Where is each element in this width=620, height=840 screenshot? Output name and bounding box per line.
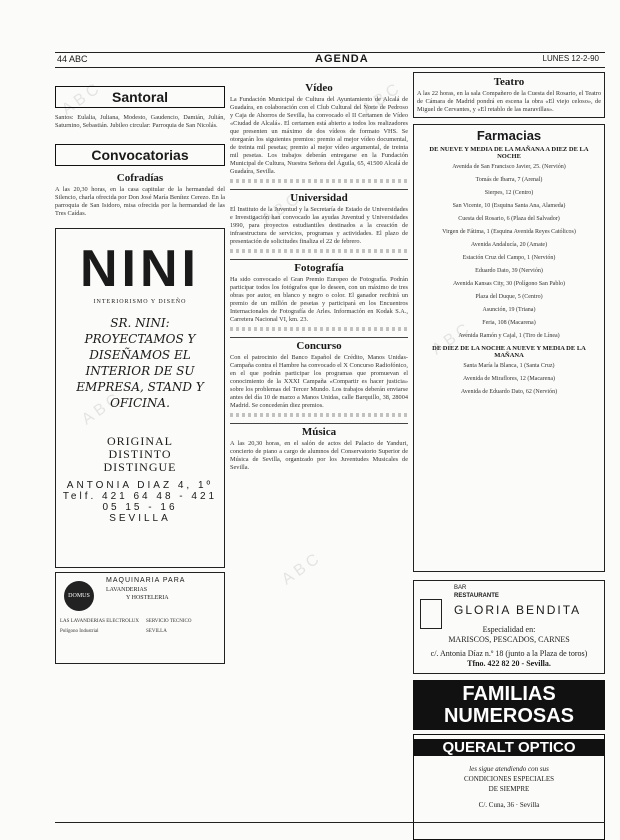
gloria-bendita-advertisement (413, 580, 605, 674)
slogan-line: ORIGINAL (107, 434, 173, 448)
pharmacy-entry: Eduardo Dato, 39 (Nervión) (475, 268, 543, 274)
middle-column (230, 72, 408, 472)
pharmacy-entry: Cuesta del Rosario, 6 (Plaza del Salvador) (458, 216, 560, 222)
left-column (55, 72, 225, 664)
qo-text: les sigue atendiendo con sus (469, 765, 549, 773)
maq-small: Polígono Industrial (60, 629, 99, 634)
city-line: SEVILLA (109, 513, 171, 524)
concurso-text: Con el patrocinio del Banco Español de Crédito, Manos Unidas-Campaña contra el Hambre ha convocado el X Concurso Radiofónico, en el que podrán participar los programas que promuevan el conocimiento de la XXXI Campaña «Compartir es hacer justicia» sobre los problemas del Tercer Mundo. Los trabajos deberán enviarse antes del día 10 de marzo a Manos Unidas, calle Barquillo, 38, 28004 Madrid. Se concederán diez premios. (230, 354, 408, 409)
watermark: ABC (78, 388, 126, 429)
text-noise (230, 249, 408, 253)
pharmacy-entry: Estación Cruz del Campo, 1 (Nervión) (462, 255, 556, 261)
musica-text: A las 20,30 horas, en el salón de actos del Palacio de Yanduri, concierto de piano a cargo de alumnos del Conservatorio Superior de Música de Sevilla, organizado por los Juventudes Musicales de Sevilla. (230, 440, 408, 471)
qo-address: C/. Cuna, 36 · Sevilla (478, 801, 540, 809)
pharmacy-entry: Virgen de Fátima, 1 (Esquina Avenida Reyes Católicos) (442, 229, 576, 235)
maq-line1: MAQUINARIA PARA (106, 577, 186, 584)
teatro-section (413, 72, 605, 118)
bar-label: BAR (454, 585, 467, 591)
farmacias-heading: Farmacias (476, 128, 542, 143)
text-noise (230, 413, 408, 417)
video-text: La Fundación Municipal de Cultura del Ayuntamiento de Alcalá de Guadaíra, en colaboración con el Club Cultural del Norte de Pedroso y Caja de Ahorros de Sevilla, ha convocado el II Certamen de Vídeo «Ciudad de Alcalá». El certamen está abierto a todos los realizadores que presenten un máximo de dos vídeos de formato VHS. Se otorgarán los siguientes premios: premio al mejor vídeo documental, de treinta mil pesetas; premio al mejor vídeo argumental, de treinta mil pesetas. Los trabajos deberán entregarse en la Fundación Municipal de Cultura, Nuestra Señora del Águila, 65, 41500 Alcalá de Guadaíra, Sevilla. (230, 96, 408, 175)
maquinaria-advertisement (55, 572, 225, 664)
farmacias-day-heading: DE NUEVE Y MEDIA DE LA MAÑANA A DIEZ DE LA NOCHE (429, 146, 589, 160)
pharmacy-entry: Sierpes, 12 (Centro) (484, 190, 534, 196)
fotografia-heading: Fotografía (230, 259, 408, 274)
phone-line: Telf. 421 64 48 - 421 05 15 - 16 (62, 491, 218, 513)
maq-small: SERVICIO TECNICO (146, 619, 192, 624)
queralt-logo: QUERALT OPTICO (414, 739, 604, 756)
pharmacy-entry: Tomás de Ibarra, 7 (Arenal) (475, 177, 543, 183)
santoral-heading: Santoral (55, 86, 225, 108)
banner-line: FAMILIAS (462, 683, 556, 705)
slogan-line: DISTINGUE (103, 460, 177, 474)
banner-line: NUMEROSAS (443, 705, 574, 727)
nini-handwritten-text: SR. NINI: PROYECTAMOS Y DISEÑAMOS EL INTERIOR DE SU EMPRESA, STAND Y OFICINA. (76, 316, 204, 410)
universidad-heading: Universidad (230, 189, 408, 204)
convocatorias-text: A las 20,30 horas, en la casa capitular de la hermandad del Silencio, charla ofrecida por Don José María Benítez Cerezo. En la parroquia de San Isidoro, misa ofrecida por la hermandad de las Tres Caídas. (55, 186, 225, 217)
domus-logo-icon: DOMUS (64, 581, 94, 611)
section-title: AGENDA (315, 53, 369, 65)
watermark: ABC (58, 78, 106, 119)
concurso-heading: Concurso (230, 337, 408, 352)
bar-address: c/. Antonia Díaz n.º 18 (junto a la Plaza de toros) (430, 649, 588, 658)
maq-line3: Y HOSTELERIA (126, 595, 169, 601)
specialty-list: MARISCOS, PESCADOS, CARNES (448, 635, 570, 644)
cofradias-heading: Cofradías (116, 172, 164, 184)
slogan-line: DISTINTO (108, 447, 172, 461)
convocatorias-heading: Convocatorias (55, 144, 225, 166)
text-noise (230, 327, 408, 331)
page-header (55, 52, 605, 68)
teatro-text: A las 22 horas, en la sala Compañero de la Cuesta del Rosario, el Teatro de Cámara de Madrid pondrá en escena la obra «El viejo celoso», de Miguel de Cervantes, y «El retablo de las maravillas». (417, 90, 601, 113)
watermark: ABC (278, 548, 326, 589)
qo-text: CONDICIONES ESPECIALES (463, 775, 555, 783)
watermark: ABC (358, 78, 406, 119)
restaurante-label: RESTAURANTE (454, 593, 499, 599)
maq-small: SEVILLA (146, 629, 167, 634)
pharmacy-entry: Avenida Andalucía, 20 (Amate) (470, 242, 548, 248)
address-line: ANTONIA DIAZ 4, 1º (66, 480, 214, 491)
pharmacy-entry: Avenida de Eduardo Dato, 62 (Nervión) (460, 389, 558, 395)
specialty-label: Especialidad en: (482, 625, 536, 634)
right-column (413, 72, 605, 840)
pharmacy-entry: Plaza del Duque, 5 (Centro) (475, 294, 543, 300)
maq-line2: LAVANDERIAS (106, 587, 148, 593)
musica-heading: Música (230, 423, 408, 438)
pharmacy-entry: Asunción, 19 (Triana) (482, 307, 536, 313)
santoral-text: Santos: Eulalia, Juliana, Modesto, Gaudencio, Damián, Julián, Saturnino, Sebastián. Jubileo circular: Parroquia de San Nicolás. (55, 114, 225, 129)
watermark: ABC (428, 318, 476, 359)
pharmacy-entry: San Vicente, 10 (Esquina Santa Ana, Alameda) (452, 203, 566, 209)
pharmacy-entry: Avenida de Miraflores, 12 (Macarena) (462, 376, 555, 382)
farmacias-night-list (417, 362, 601, 397)
page-footer-rule (55, 822, 605, 825)
farmacias-section (413, 124, 605, 572)
pharmacy-entry: Avenida Kansas City, 30 (Polígono San Pablo) (453, 281, 565, 287)
teatro-heading: Teatro (493, 76, 525, 88)
page-date: LUNES 12-2-90 (542, 54, 599, 63)
universidad-text: El Instituto de la Juventud y la Secretaría de Estado de Universidades e Investigación han convocado las ayudas Juventud y Universidades 1990, para proyectos estudiantiles destinados a la creación de infraestructura de servicios, programas y actividades. El plazo de presentación de solicitudes finaliza el 22 de febrero. (230, 206, 408, 245)
video-heading: Vídeo (305, 82, 333, 94)
nini-subtitle: INTERIORISMO Y DISEÑO (93, 299, 187, 305)
watermark: ABC (258, 188, 306, 229)
pharmacy-entry: Avenida Ramón y Cajal, 1 (Tiro de Línea) (458, 333, 560, 339)
page-number: 44 ABC (57, 54, 88, 64)
restaurant-name: GLORIA BENDITA (454, 603, 582, 617)
farmacias-night-heading: DE DIEZ DE LA NOCHE A NUEVE Y MEDIA DE LA MAÑANA (432, 345, 586, 359)
bar-phone: Tfno. 422 82 20 - Sevilla. (467, 659, 551, 668)
maq-small: LAS LAVANDERIAS ELECTROLUX (60, 619, 139, 624)
farmacias-day-list (417, 163, 601, 341)
nini-advertisement (55, 228, 225, 568)
nini-address (60, 480, 220, 524)
pharmacy-entry: Avenida de San Francisco Javier, 25. (Nervión) (452, 164, 566, 170)
text-noise (230, 179, 408, 183)
nini-slogan (60, 435, 220, 474)
pharmacy-entry: Feria, 108 (Macarena) (482, 320, 536, 326)
pharmacy-entry: Santa María la Blanca, 1 (Santa Cruz) (463, 363, 555, 369)
nini-logo: NINI (80, 240, 200, 298)
qo-text: DE SIEMPRE (488, 785, 530, 793)
familias-numerosas-banner (413, 680, 605, 730)
fotografia-text: Ha sido convocado el Gran Premio Europeo de Fotografía. Podrán participar todos los fotógrafos que lo deseen, con un máximo de tres obras por autor, en blanco y negro o color. El ganador recibirá un premio de un millón de pesetas y participará en los Encuentros Internacionales de Fotografía de Arles. Información en Kodak S.A., Carretera Nacional VI, km. 23. (230, 276, 408, 323)
